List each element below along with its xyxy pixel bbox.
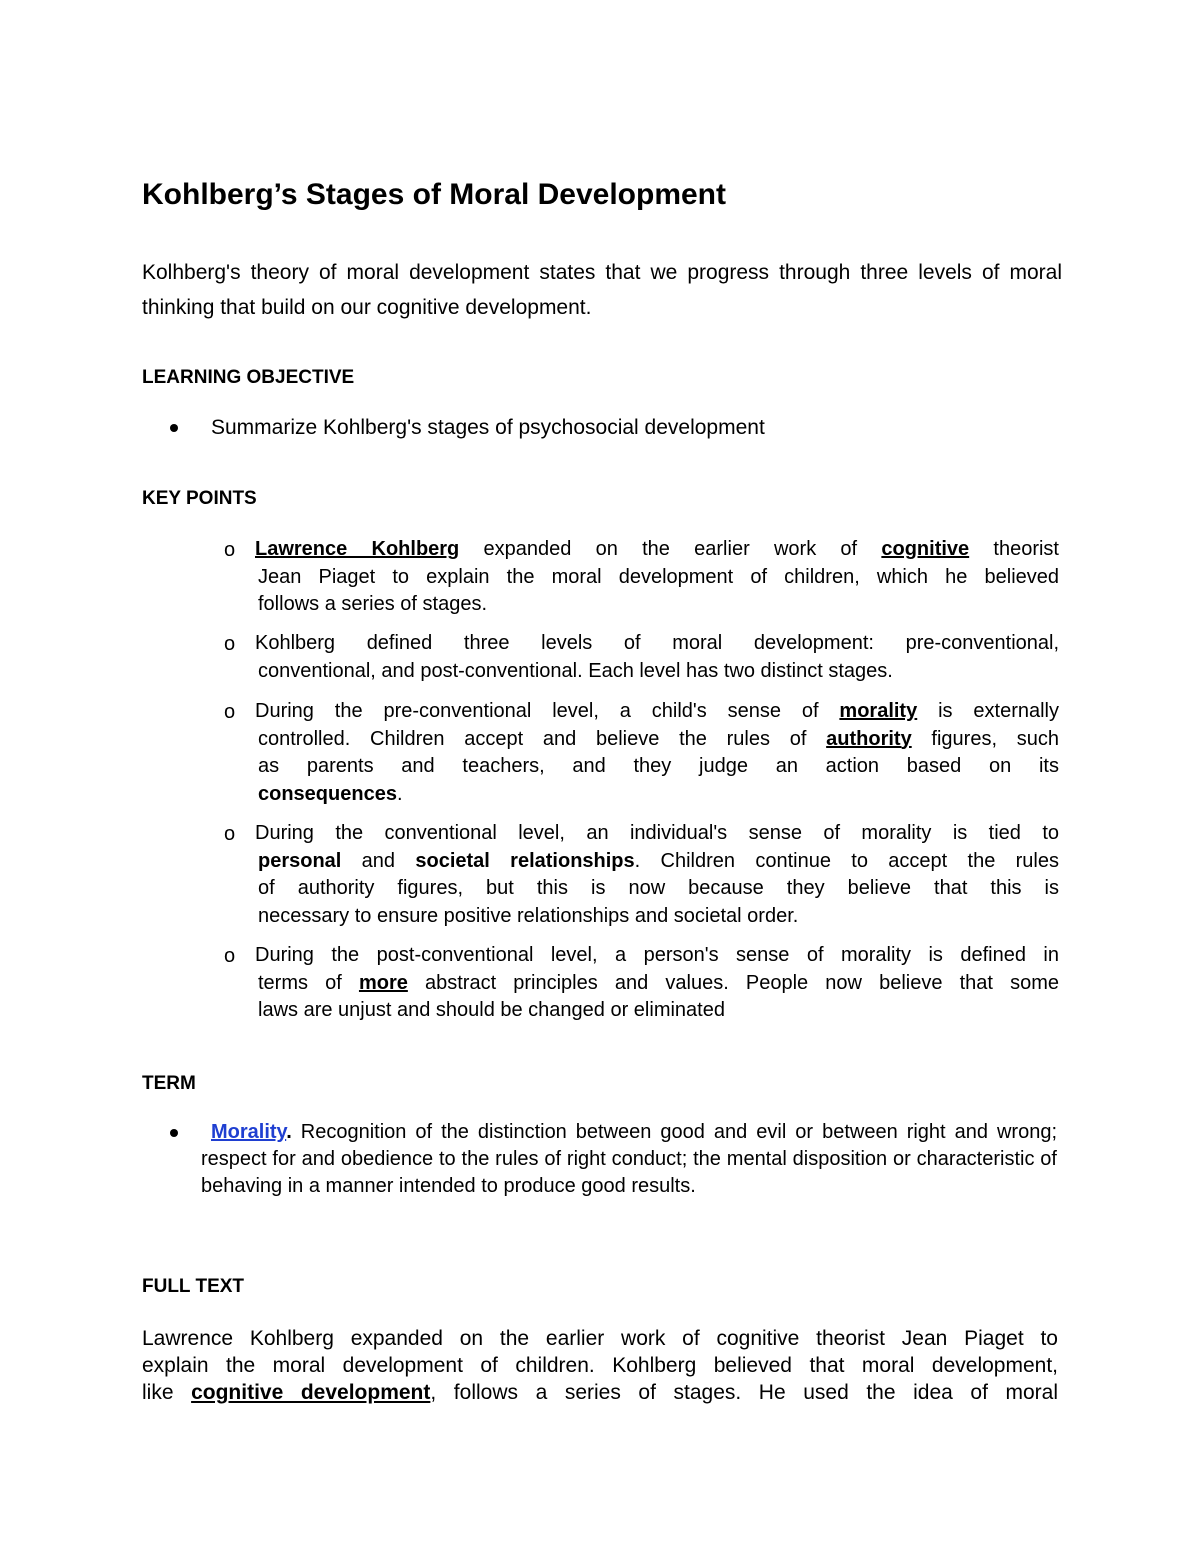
full-text-line: explain the moral development of children. Kohlberg believed that moral development, (142, 1354, 1058, 1377)
key-point-line: During the post-conventional level, a person's sense of morality is defined in (255, 944, 1059, 966)
full-text-paragraph (142, 1325, 1058, 1406)
key-point-line: personal and societal relationships. Children continue to accept the rules (258, 849, 1059, 872)
list-marker-icon: o (224, 539, 236, 561)
key-point-line: During the pre-conventional level, a child's sense of morality is externally (255, 700, 1060, 722)
page-title: Kohlberg’s Stages of Moral Development (142, 178, 726, 211)
key-point-line: consequences. (258, 782, 403, 805)
key-point-5 (255, 942, 1059, 1025)
authority-link[interactable]: authority (826, 727, 912, 750)
key-point-line: During the conventional level, an individual's sense of morality is tied to (255, 822, 1059, 844)
morality-link[interactable]: morality (839, 700, 918, 722)
key-point-line: Lawrence Kohlberg expanded on the earlier work of cognitive theorist (255, 538, 1059, 560)
full-text-line: Lawrence Kohlberg expanded on the earlier work of cognitive theorist Jean Piaget to (142, 1327, 1058, 1350)
key-point-line: Kohlberg defined three levels of moral development: pre-conventional, (255, 632, 1059, 654)
term-heading: TERM (142, 1073, 196, 1094)
key-point-line: terms of more abstract principles and values. People now believe that some (258, 971, 1060, 994)
bullet-icon (170, 1129, 178, 1137)
intro-paragraph: Kolhberg's theory of moral development states that we progress through three levels of moral thinking that build on our cognitive development. (142, 261, 1062, 319)
list-marker-icon: o (224, 701, 236, 723)
cognitive-development-link[interactable]: cognitive development (191, 1381, 431, 1404)
morality-term-link[interactable]: Morality (211, 1121, 287, 1143)
key-point-line: laws are unjust and should be changed or eliminated (258, 999, 725, 1021)
key-point-4 (255, 820, 1059, 930)
key-point-line: necessary to ensure positive relationships and societal order. (258, 904, 799, 927)
list-marker-icon: o (224, 945, 236, 967)
list-marker-icon: o (224, 633, 236, 655)
learning-objective-heading: LEARNING OBJECTIVE (142, 367, 355, 388)
key-point-line: controlled. Children accept and believe the rules of authority figures, such (258, 727, 1060, 750)
key-point-line: of authority figures, but this is now because they believe that this is (258, 877, 1059, 899)
key-point-line: conventional, and post-conventional. Each level has two distinct stages. (258, 659, 893, 682)
consequences-term: consequences (258, 782, 397, 805)
key-point-2 (255, 630, 1059, 685)
key-point-line: Jean Piaget to explain the moral development of children, which he believed (258, 565, 1059, 588)
lawrence-kohlberg-link[interactable]: Lawrence Kohlberg (255, 538, 460, 560)
societal-relationships-term: societal relationships (415, 849, 635, 872)
cognitive-link[interactable]: cognitive (881, 538, 970, 560)
key-points-heading: KEY POINTS (142, 488, 257, 509)
term-definition: Morality. Recognition of the distinction between good and evil or between right and wrong; respect for and obedience to the rules of right conduct; the mental disposition or characteristic of behaving in a manner intended to produce good results. (201, 1121, 1057, 1197)
full-text-line: like cognitive development, follows a series of stages. He used the idea of moral (142, 1381, 1058, 1404)
list-marker-icon: o (224, 823, 236, 845)
key-point-1 (255, 536, 1059, 619)
key-point-line: follows a series of stages. (258, 593, 487, 615)
personal-term: personal (258, 849, 342, 872)
full-text-heading: FULL TEXT (142, 1276, 245, 1297)
key-point-line: as parents and teachers, and they judge an action based on its (258, 755, 1059, 777)
bullet-icon (170, 424, 178, 432)
key-point-3 (255, 698, 1059, 808)
learning-objective-item: Summarize Kohlberg's stages of psychosocial development (211, 416, 765, 439)
more-link[interactable]: more (358, 971, 408, 994)
